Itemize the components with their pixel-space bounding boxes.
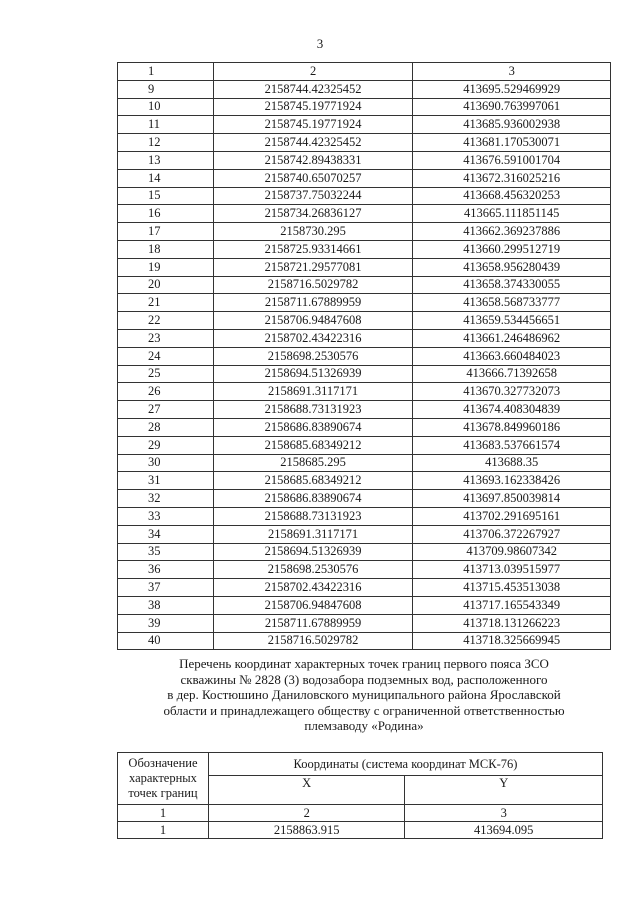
point-number-cell: 21 <box>118 294 214 312</box>
point-number-cell: 17 <box>118 223 214 241</box>
y-coordinate-cell: 413676.591001704 <box>413 151 611 169</box>
table-row <box>118 276 611 294</box>
table-row <box>118 365 611 383</box>
point-number-cell: 36 <box>118 561 214 579</box>
table-row <box>118 436 611 454</box>
y-coordinate-cell: 413690.763997061 <box>413 98 611 116</box>
point-number-cell: 9 <box>118 80 214 98</box>
x-coordinate-cell: 2158702.43422316 <box>213 579 413 597</box>
x-coordinate-cell: 2158740.65070257 <box>213 169 413 187</box>
y-coordinate-cell: 413683.537661574 <box>413 436 611 454</box>
header-cell-y: 3 <box>413 63 611 81</box>
y-coordinate-cell: 413718.325669945 <box>413 632 611 650</box>
table-row <box>118 614 611 632</box>
y-coordinate-cell: 413660.299512719 <box>413 240 611 258</box>
x-coordinate-cell: 2158745.19771924 <box>213 116 413 134</box>
x-coordinate-cell: 2158737.75032244 <box>213 187 413 205</box>
x-coordinate-cell: 2158730.295 <box>213 223 413 241</box>
boundary-points-table <box>117 752 603 839</box>
table-row <box>118 543 611 561</box>
x-coordinate-cell: 2158688.73131923 <box>213 401 413 419</box>
y-coordinate-cell: 413713.039515977 <box>413 561 611 579</box>
table-row <box>118 596 611 614</box>
x-coordinate-cell: 2158691.3117171 <box>213 383 413 401</box>
table-row <box>118 151 611 169</box>
table-row <box>118 472 611 490</box>
x-coordinate-cell: 2158694.51326939 <box>213 543 413 561</box>
y-coordinate-cell: 413674.408304839 <box>413 401 611 419</box>
point-number-cell: 11 <box>118 116 214 134</box>
point-number-cell: 24 <box>118 347 214 365</box>
table-row <box>118 418 611 436</box>
caption-line: племзаводу «Родина» <box>304 718 424 733</box>
point-number-cell: 35 <box>118 543 214 561</box>
table-row <box>118 187 611 205</box>
table-row <box>118 98 611 116</box>
point-number-cell: 10 <box>118 98 214 116</box>
y-coordinate-cell: 413658.568733777 <box>413 294 611 312</box>
table-row <box>118 312 611 330</box>
y-coordinate-cell: 413658.374330055 <box>413 276 611 294</box>
caption-line: Перечень координат характерных точек границ первого пояса ЗСО <box>179 656 549 671</box>
point-number-cell: 19 <box>118 258 214 276</box>
x-coordinate-cell: 2158734.26836127 <box>213 205 413 223</box>
coordinates-table <box>117 62 611 650</box>
header-cell-point: 1 <box>118 63 214 81</box>
point-number-cell: 13 <box>118 151 214 169</box>
point-number-cell: 28 <box>118 418 214 436</box>
y-coordinate-cell: 413715.453513038 <box>413 579 611 597</box>
point-number-cell: 39 <box>118 614 214 632</box>
table-row <box>118 525 611 543</box>
number-cell: 2 <box>208 805 405 822</box>
caption-line: скважины № 2828 (3) водозабора подземных вод, расположенного <box>180 671 548 687</box>
y-coordinate-cell: 413662.369237886 <box>413 223 611 241</box>
table-row <box>118 223 611 241</box>
y-coordinate-cell: 413668.456320253 <box>413 187 611 205</box>
x-coordinate-cell: 2158694.51326939 <box>213 365 413 383</box>
x-coordinate-cell: 2158706.94847608 <box>213 596 413 614</box>
point-number-cell: 27 <box>118 401 214 419</box>
x-coordinate-cell: 2158698.2530576 <box>213 561 413 579</box>
page-number: 3 <box>316 36 324 51</box>
header-line: точек границ <box>128 786 198 800</box>
x-coordinate-cell: 2158685.68349212 <box>213 472 413 490</box>
point-number-cell: 32 <box>118 490 214 508</box>
table-row <box>118 294 611 312</box>
table-row <box>118 347 611 365</box>
y-coordinate-cell: 413658.956280439 <box>413 258 611 276</box>
x-coordinate-cell: 2158863.915 <box>208 822 405 839</box>
x-coordinate-cell: 2158698.2530576 <box>213 347 413 365</box>
x-coordinate-cell: 2158706.94847608 <box>213 312 413 330</box>
table-row <box>118 240 611 258</box>
table-row <box>118 258 611 276</box>
point-number-cell: 29 <box>118 436 214 454</box>
y-coordinate-cell: 413697.850039814 <box>413 490 611 508</box>
x-coordinate-cell: 2158716.5029782 <box>213 276 413 294</box>
table-row <box>118 561 611 579</box>
x-coordinate-cell: 2158742.89438331 <box>213 151 413 169</box>
table-row <box>118 383 611 401</box>
point-number-cell: 30 <box>118 454 214 472</box>
table-row <box>118 134 611 152</box>
point-number-cell: 23 <box>118 329 214 347</box>
number-cell: 3 <box>405 805 603 822</box>
header-line: Обозначение <box>128 756 198 770</box>
y-coordinate-cell: 413695.529469929 <box>413 80 611 98</box>
x-coordinate-cell: 2158721.29577081 <box>213 258 413 276</box>
point-number-cell: 20 <box>118 276 214 294</box>
point-number-cell: 16 <box>118 205 214 223</box>
y-coordinate-cell: 413681.170530071 <box>413 134 611 152</box>
table-row <box>118 579 611 597</box>
point-number-cell: 22 <box>118 312 214 330</box>
y-coordinate-cell: 413666.71392658 <box>413 365 611 383</box>
x-coordinate-cell: 2158745.19771924 <box>213 98 413 116</box>
header-cell-y: Y <box>405 776 603 805</box>
table-row <box>118 116 611 134</box>
header-cell-x: X <box>208 776 405 805</box>
y-coordinate-cell: 413718.131266223 <box>413 614 611 632</box>
x-coordinate-cell: 2158702.43422316 <box>213 329 413 347</box>
point-number-cell: 34 <box>118 525 214 543</box>
x-coordinate-cell: 2158685.295 <box>213 454 413 472</box>
point-number-cell: 37 <box>118 579 214 597</box>
point-number-cell: 25 <box>118 365 214 383</box>
x-coordinate-cell: 2158725.93314661 <box>213 240 413 258</box>
header-cell-x: 2 <box>213 63 413 81</box>
x-coordinate-cell: 2158744.42325452 <box>213 80 413 98</box>
x-coordinate-cell: 2158688.73131923 <box>213 507 413 525</box>
table-row <box>118 329 611 347</box>
point-number-cell: 18 <box>118 240 214 258</box>
y-coordinate-cell: 413709.98607342 <box>413 543 611 561</box>
x-coordinate-cell: 2158686.83890674 <box>213 490 413 508</box>
header-cell-point-designation <box>118 753 209 805</box>
table-row <box>118 80 611 98</box>
y-coordinate-cell: 413663.660484023 <box>413 347 611 365</box>
point-number-cell: 31 <box>118 472 214 490</box>
point-number-cell: 33 <box>118 507 214 525</box>
y-coordinate-cell: 413688.35 <box>413 454 611 472</box>
table-row <box>118 822 603 839</box>
point-number-cell: 15 <box>118 187 214 205</box>
y-coordinate-cell: 413672.316025216 <box>413 169 611 187</box>
point-number-cell: 1 <box>118 822 209 839</box>
x-coordinate-cell: 2158691.3117171 <box>213 525 413 543</box>
y-coordinate-cell: 413702.291695161 <box>413 507 611 525</box>
y-coordinate-cell: 413693.162338426 <box>413 472 611 490</box>
point-number-cell: 26 <box>118 383 214 401</box>
table-row <box>118 490 611 508</box>
number-cell: 1 <box>118 805 209 822</box>
x-coordinate-cell: 2158686.83890674 <box>213 418 413 436</box>
table-row <box>118 454 611 472</box>
caption-line: в дер. Костюшино Даниловского муниципального района Ярославской <box>167 687 561 702</box>
header-cell-coordinates: Координаты (система координат МСК-76) <box>208 753 602 776</box>
table-header-row <box>118 63 611 81</box>
point-number-cell: 40 <box>118 632 214 650</box>
y-coordinate-cell: 413661.246486962 <box>413 329 611 347</box>
point-number-cell: 12 <box>118 134 214 152</box>
y-coordinate-cell: 413665.111851145 <box>413 205 611 223</box>
y-coordinate-cell: 413670.327732073 <box>413 383 611 401</box>
table-row <box>118 205 611 223</box>
table-header-row <box>118 753 603 776</box>
y-coordinate-cell: 413685.936002938 <box>413 116 611 134</box>
y-coordinate-cell: 413659.534456651 <box>413 312 611 330</box>
table-row <box>118 169 611 187</box>
table-row <box>118 507 611 525</box>
y-coordinate-cell: 413678.849960186 <box>413 418 611 436</box>
x-coordinate-cell: 2158711.67889959 <box>213 614 413 632</box>
y-coordinate-cell: 413717.165543349 <box>413 596 611 614</box>
x-coordinate-cell: 2158744.42325452 <box>213 134 413 152</box>
x-coordinate-cell: 2158716.5029782 <box>213 632 413 650</box>
y-coordinate-cell: 413694.095 <box>405 822 603 839</box>
caption-line: области и принадлежащего обществу с ограниченной ответственностью <box>163 702 565 718</box>
y-coordinate-cell: 413706.372267927 <box>413 525 611 543</box>
x-coordinate-cell: 2158711.67889959 <box>213 294 413 312</box>
table-row <box>118 632 611 650</box>
header-line: характерных <box>128 771 197 785</box>
table-caption <box>117 656 611 734</box>
point-number-cell: 38 <box>118 596 214 614</box>
table-number-row <box>118 805 603 822</box>
x-coordinate-cell: 2158685.68349212 <box>213 436 413 454</box>
table-row <box>118 401 611 419</box>
point-number-cell: 14 <box>118 169 214 187</box>
